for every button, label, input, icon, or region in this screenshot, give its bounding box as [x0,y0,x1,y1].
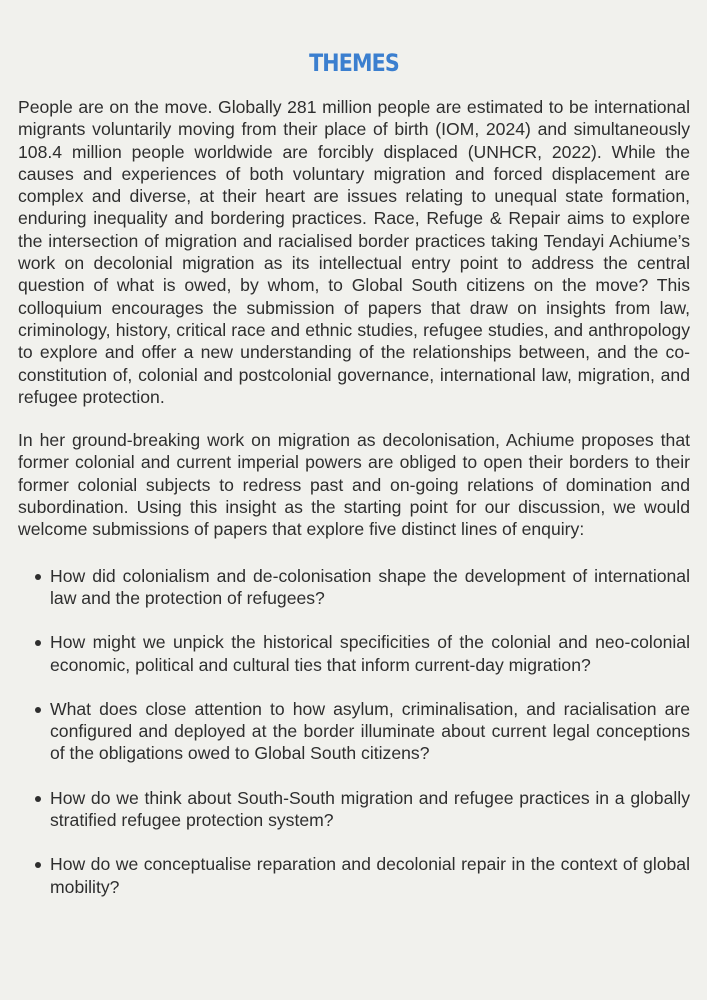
enquiry-list [18,565,690,898]
bullet-dot-icon [35,640,41,646]
bullet-dot-icon [35,862,41,868]
bullet-dot-icon [35,796,41,802]
list-item [18,631,690,676]
bullet-dot-icon [35,574,41,580]
list-item [18,698,690,765]
achiume-paragraph: In her ground-breaking work on migration as decolonisation, Achiume proposes that former colonial and current imperial powers are obliged to open their borders to their former colonial subjects to redress past and on-going relations of domination and subordination. Using this insight as the starting point for our discussion, we would welcome submissions of papers that explore five distinct lines of enquiry: [18,430,690,540]
themes-page [18,0,690,920]
list-item-text: How might we unpick the historical specificities of the colonial and neo-colonial economic, political and cultural ties that inform current-day migration? [50,632,690,675]
page-title: THEMES [309,49,399,77]
list-item [18,565,690,610]
list-item [18,787,690,832]
list-item-text: How do we think about South-South migration and refugee practices in a globally stratified refugee protection system? [50,787,690,831]
list-item-text: How do we conceptualise reparation and decolonial repair in the context of global mobility? [50,854,690,897]
list-item [18,853,690,898]
intro-paragraph: People are on the move. Globally 281 million people are estimated to be international migrants voluntarily moving from their place of birth (IOM, 2024) and simultaneously 108.4 million people worldwide are forcibly displaced (UNHCR, 2022). While the causes and experiences of both voluntary migration and forced displacement are complex and diverse, at their heart are issues relating to unequal state formation, enduring inequality and bordering practices. Race, Refuge & Repair aims to explore the intersection of migration and racialised border practices taking Tendayi Achiume’s work on decolonial migration as its intellectual entry point to address the central question of what is owed, by whom, to Global South citizens on the move? This colloquium encourages the submission of papers that draw on insights from law, criminology, history, critical race and ethnic studies, refugee studies, and anthropology to explore and offer a new understanding of the relationships between, and the co-constitution of, colonial and postcolonial governance, international law, migration, and refugee protection. [18,97,690,407]
bullet-dot-icon [35,707,41,713]
list-item-text: How did colonialism and de-colonisation shape the development of international law and the protection of refugees? [50,565,690,608]
list-item-text: What does close attention to how asylum, criminalisation, and racialisation are configured and deployed at the border illuminate about current legal conceptions of the obligations owed to Global South citizens? [50,698,690,764]
